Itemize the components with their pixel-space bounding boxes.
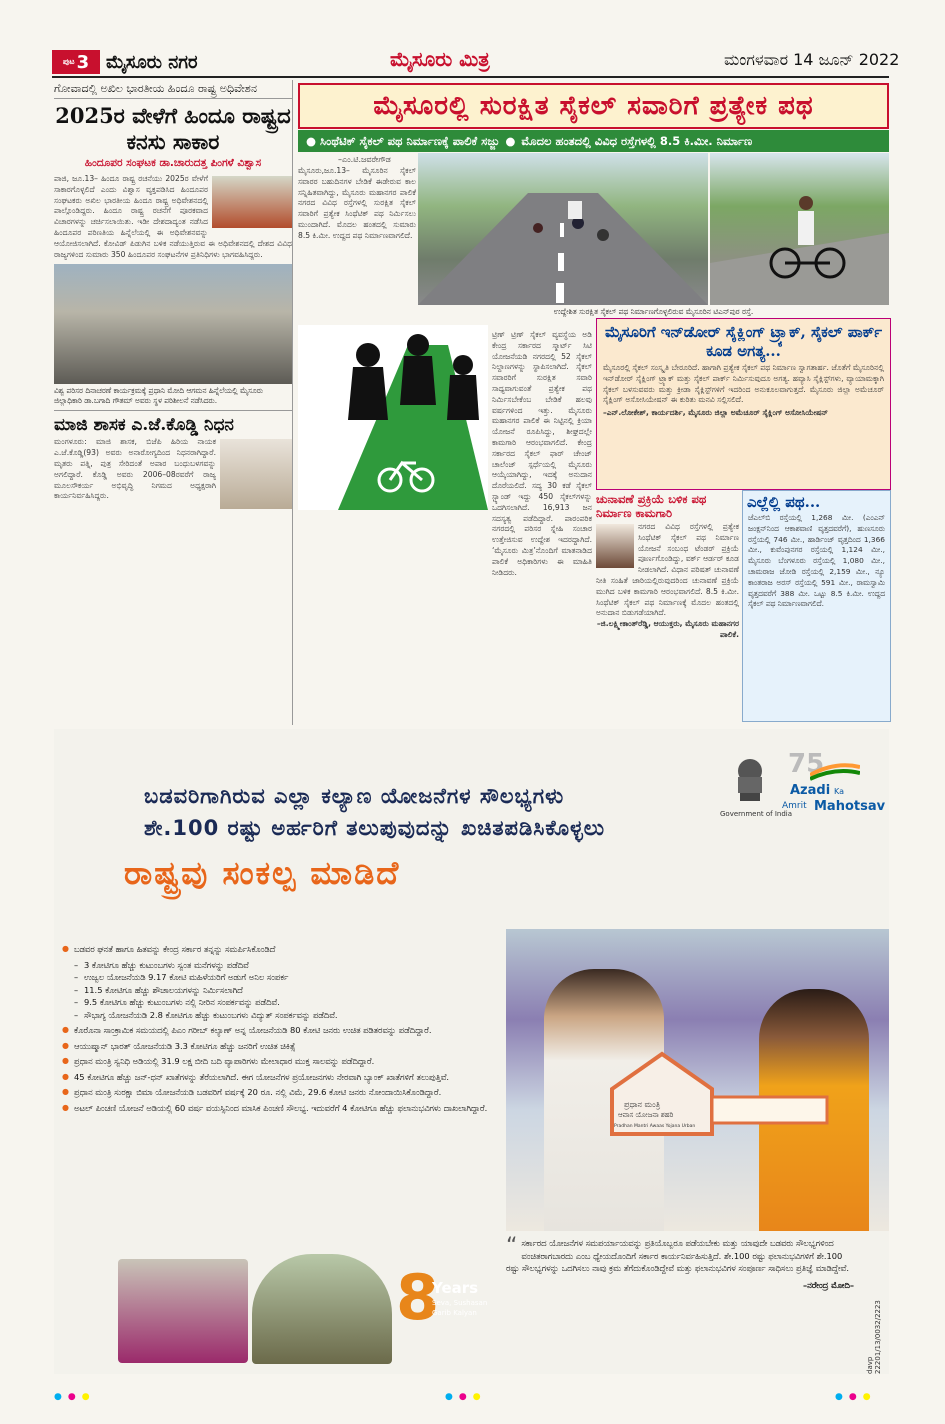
masthead-logo: ಮೈಸೂರು ಮಿತ್ರ bbox=[390, 47, 490, 71]
govt-of-india-label: Government of India bbox=[720, 810, 793, 818]
left-column bbox=[54, 80, 293, 725]
azadi-mahotsav: Mahotsav bbox=[814, 799, 886, 814]
davp-code: davp 22201/13/0032/2223 bbox=[866, 1300, 882, 1374]
list-item: ● ಅಟಲ್ ಪಿಂಚಣಿ ಯೋಜನೆ ಅಡಿಯಲ್ಲಿ 60 ವರ್ಷ ವಯಸ್ಸಿನಿಂದ ಮಾಸಿಕ ಪಿಂಚಣಿ ಸೌಲಭ್ಯ. ಇದುವರೆಗೆ 4 ಕೋಟಿಗೂ ಹೆಚ್ಚು ಫಲಾನುಭವಿಗಳು ದಾಖಲಾಗಿದ್ದಾರೆ. bbox=[62, 1102, 510, 1115]
lead-body-1: ಮೈಸೂರು,ಜೂ.13– ಮೈಸೂರಿನ ಸೈಕಲ್ ಸವಾರರ ಬಹುದಿನಗಳ ಬೇಡಿಕೆ ಈಡೇರುವ ಕಾಲ ಸನ್ನಿಹಿತವಾಗಿದ್ದು, ಮೈಸೂರು ಮಹಾನಗರ ಪಾಲಿಕೆ ನಗರದ ವಿವಿಧ ರಸ್ತೆಗಳಲ್ಲಿ ಸುರಕ್ಷಿತ ಸೈಕಲ್ ಸವಾರಿಗೆ ಪ್ರತ್ಯೇಕ ಸಿಂಥೆಟಿಕ್ ಪಥ ನಿರ್ಮಿಸಲು ಮುಂದಾಗಿದೆ. ಮೊದಲ ಹಂತದಲ್ಲಿ ಸುಮಾರು 8.5 ಕಿ.ಮೀ. ಉದ್ದದ ಪಥ ನಿರ್ಮಾಣವಾಗಲಿದೆ. bbox=[298, 166, 416, 240]
commissioner-photo bbox=[596, 524, 634, 568]
years-sub-1: Seva, Sushasan bbox=[432, 1299, 488, 1307]
azadi-logo bbox=[782, 749, 886, 819]
pm-handover-photo bbox=[506, 929, 889, 1231]
registration-marks-left: ●●● bbox=[54, 1392, 96, 1402]
cycle-lane-graphic bbox=[298, 325, 488, 510]
quote-mark-icon: “ bbox=[506, 1234, 518, 1259]
box-body: ಜೆಎಲ್‌ಬಿ ರಸ್ತೆಯಲ್ಲಿ 1,268 ಮೀ. (ಎಂಎನ್ ಜಂಕ್ಷನ್‌ನಿಂದ ಆಕಾಶವಾಣಿ ವೃತ್ತದವರೆಗೆ), ಹುಣಸೂರು ರಸ್ತೆಯಲ್ಲಿ 746 ಮೀ., ಹಾರ್ಡಿಂಜ್ ವೃತ್ತದಿಂದ 1,366 ಮೀ., ಕುವೆಂಪುನಗರ ರಸ್ತೆಯಲ್ಲಿ 1,124 ಮೀ., ಮೈಸೂರು ಬೆಂಗಳೂರು ರಸ್ತೆಯಲ್ಲಿ 1,080 ಮೀ., ಚಾಮರಾಜ ಜೋಡಿ ರಸ್ತೆಯಲ್ಲಿ 2,159 ಮೀ., ನ್ಯೂ ಕಾಂತರಾಜ ಅರಸ್ ರಸ್ತೆಯಲ್ಲಿ 591 ಮೀ., ರಾಮಸ್ವಾಮಿ ವೃತ್ತದವರೆಗೆ 388 ಮೀ. ಒಟ್ಟು 8.5 ಕಿ.ಮೀ. ಉದ್ದದ ಸೈಕಲ್ ಪಥ ನಿರ್ಮಾಣವಾಗಲಿದೆ. bbox=[748, 513, 885, 609]
house-key-icon bbox=[602, 1049, 832, 1139]
story-body: ಪಾಜಿ, ಜೂ.13– ಹಿಂದೂ ರಾಷ್ಟ್ರ ರಚನೆಯು 2025ರ ವೇಳೆಗೆ ಸಾಕಾರಗೊಳ್ಳಲಿದೆ ಎಂದು ವಿಶ್ವಾಸ ವ್ಯಕ್ತಪಡಿಸಿದ ಹಿಂದೂಪರ ಸಂಘಟಕರು ಅಖಿಲ ಭಾರತೀಯ ಹಿಂದೂ ರಾಷ್ಟ್ರ ಅಧಿವೇಶನದಲ್ಲಿ ಪಾಲ್ಗೊಂಡಿದ್ದರು. ಹಿಂದೂ ರಾಷ್ಟ್ರ ರಚನೆಗೆ ಪೂರಕವಾದ ವಿಚಾರಗಳನ್ನು ಚರ್ಚಿಸಲಾಯಿತು. ಇಡೀ ದೇಶದಾದ್ಯಂತ ನಡೆಸಿದ ಹಿಂದೂಪರ ಪರಿಣತಿಯ ಹಿನ್ನೆಲೆಯಲ್ಲಿ ಈ ಅಧಿವೇಶನವನ್ನು ಆಯೋಜಿಸಲಾಗಿದೆ. ಕೋವಿಡ್ ಪಿಡುಗಿನ ಬಳಿಕ ನಡೆಯುತ್ತಿರುವ ಈ ಅಧಿವೇಶನದಲ್ಲಿ ದೇಶದ ವಿವಿಧ ರಾಜ್ಯಗಳಿಂದ ಸುಮಾರು 350 ಹಿಂದೂಪರ ಸಂಘಟನೆಗಳ ಪ್ರತಿನಿಧಿಗಳು ಭಾಗವಹಿಸಿದ್ದರು. bbox=[54, 174, 292, 259]
quote-text: ಸರ್ಕಾರದ ಯೋಜನೆಗಳ ಸಮಪರ್ಯಾಯವನ್ನು ಪ್ರತಿಯೊಬ್ಬರೂ ಪಡೆಯಬೇಕು ಮತ್ತು ಯಾವುದೇ ಬಡವರು ಸೌಲಭ್ಯಗಳಿಂದ ವಂಚಿತರಾಗಬಾರದು ಎಂಬ ಧ್ಯೇಯದೊಂದಿಗೆ ಸರ್ಕಾರ ಕಾರ್ಯನಿರ್ವಹಿಸುತ್ತಿದೆ. ಶೇ.100 ರಷ್ಟು ಫಲಾನುಭವಿಗಳಿಗೆ ಶೇ.100 ರಷ್ಟು ಸೌಲಭ್ಯಗಳನ್ನು ಒದಗಿಸಲು ನಾವು ಕ್ರಮ ತೆಗೆದುಕೊಂಡಿದ್ದೇವೆ ಮತ್ತು ಫಲಾನುಭವಿಗಳ ಸಂಪೂರ್ಣ ಸಾಧಿಸಲು ಪ್ರತಿಜ್ಞೆ ಮಾಡಿದ್ದೇವೆ. bbox=[506, 1238, 849, 1273]
sidebar-box-election bbox=[596, 490, 739, 720]
inspection-photo bbox=[54, 264, 292, 384]
road-photo-cyclist bbox=[710, 153, 889, 305]
lead-subhead-1: ಸಿಂಥೆಟಿಕ್ ಸೈಕಲ್ ಪಥ ನಿರ್ಮಾಣಕ್ಕೆ ಪಾಲಿಕೆ ಸಜ್ಜು bbox=[320, 133, 500, 148]
list-subitem: – 9.5 ಕೋಟಿಗೂ ಹೆಚ್ಚು ಕುಟುಂಬಗಳು ನಲ್ಲಿ ನೀರಿನ ಸಂಪರ್ಕವನ್ನು ಪಡೆದಿವೆ. bbox=[62, 996, 510, 1009]
cyclist-svg bbox=[710, 153, 889, 305]
speaker-photo bbox=[212, 176, 292, 228]
divider bbox=[54, 410, 292, 411]
key-text-2: ಆವಾಸ ಯೋಜನಾ ಶಹರಿ bbox=[618, 1111, 674, 1119]
eight-years-logo bbox=[396, 1261, 492, 1349]
list-subitem: – ಸೌಭಾಗ್ಯ ಯೋಜನೆಯಡಿ 2.8 ಕೋಟಿಗೂ ಹೆಚ್ಚು ಕುಟುಂಬಗಳು ವಿದ್ಯುತ್ ಸಂಪರ್ಕವನ್ನು ಪಡೆದಿವೆ. bbox=[62, 1009, 510, 1022]
road-scene-svg bbox=[418, 153, 708, 305]
cyclists-icon bbox=[298, 325, 488, 510]
beneficiary-photo-2 bbox=[252, 1254, 392, 1364]
ad-line-1: ಬಡವರಿಗಾಗಿರುವ ಎಲ್ಲಾ ಕಲ್ಯಾಣ ಯೋಜನೆಗಳ ಸೌಲಭ್ಯಗಳು bbox=[144, 784, 565, 808]
ad-headline: ರಾಷ್ಟ್ರವು ಸಂಕಲ್ಪ ಮಾಡಿದೆ bbox=[124, 854, 401, 892]
page-number-badge bbox=[52, 50, 100, 74]
issue-date: ಮಂಗಳವಾರ 14 ಜೂನ್ 2022 bbox=[724, 50, 900, 69]
lead-body-2: ಟ್ರಿಣ್ ಟ್ರಿಣ್ ಸೈಕಲ್ ವ್ಯವಸ್ಥೆಯ ಅಡಿ ಕೇಂದ್ರ ಸರ್ಕಾರದ ಸ್ಮಾರ್ಟ್ ಸಿಟಿ ಯೋಜನೆಯಡಿ ನಗರದಲ್ಲಿ 52 ಸೈಕಲ್ ನಿಲ್ದಾಣಗಳನ್ನು ಸ್ಥಾಪಿಸಲಾಗಿದೆ. ಸೈಕಲ್ ಸವಾರರಿಗೆ ಸುರಕ್ಷಿತ ಸವಾರಿ ಸಾಧ್ಯವಾಗುವಂತೆ ಪ್ರತ್ಯೇಕ ಪಥ ನಿರ್ಮಿಸಬೇಕೆಂಬ ಬೇಡಿಕೆ ಹಲವು ವರ್ಷಗಳಿಂದ ಇತ್ತು. ಮೈಸೂರು ಮಹಾನಗರ ಪಾಲಿಕೆ ಈ ನಿಟ್ಟಿನಲ್ಲಿ ಕ್ರಿಯಾ ಯೋಜನೆ ರೂಪಿಸಿದ್ದು, ಶೀಘ್ರದಲ್ಲೇ ಕಾಮಗಾರಿ ಆರಂಭವಾಗಲಿದೆ. ಕೇಂದ್ರ ಸರ್ಕಾರದ ಸೈಕಲ್ ಫಾರ್ ಚೇಂಜ್ ಚಾಲೆಂಜ್ ಸ್ಪರ್ಧೆಯಲ್ಲಿ ಮೈಸೂರು ಆಯ್ಕೆಯಾಗಿದ್ದು, ಇದಕ್ಕೆ ಅನುದಾನ ದೊರೆಯಲಿದೆ. ಸದ್ಯ 30 ಕಡೆ ಸೈಕಲ್ ಸ್ಟ್ಯಾಂಡ್ ಇದ್ದು 450 ಸೈಕಲ್‌ಗಳನ್ನು ಒದಗಿಸಲಾಗಿದೆ. 16,913 ಜನ ಸದಸ್ಯತ್ವ ಪಡೆದಿದ್ದಾರೆ. ಪಾರಂಪರಿಕ ನಗರದಲ್ಲಿ ಪರಿಸರ ಸ್ನೇಹಿ ಸಂಚಾರ ಉತ್ತೇಜಿಸುವ ಉದ್ದೇಶ ಇದರದ್ದಾಗಿದೆ. ‘ಮೈಸೂರು ಮಿತ್ರ’ನೊಂದಿಗೆ ಮಾತನಾಡಿದ ಪಾಲಿಕೆ ಅಧಿಕಾರಿಗಳು ಈ ಮಾಹಿತಿ ನೀಡಿದರು. bbox=[492, 330, 592, 577]
page-number: 3 bbox=[76, 51, 90, 73]
govt-advertisement bbox=[54, 729, 889, 1374]
azadi-amrit: Amrit bbox=[782, 801, 807, 811]
years-sub-2: Garib Kalyan bbox=[432, 1309, 477, 1317]
registration-marks-right: ●●● bbox=[835, 1392, 877, 1402]
lead-subhead-2: ಮೊದಲ ಹಂತದಲ್ಲಿ ವಿವಿಧ ರಸ್ತೆಗಳಲ್ಲಿ 8.5 ಕಿ.ಮೀ. ನಿರ್ಮಾಣ bbox=[521, 133, 753, 148]
obituary-photo bbox=[220, 439, 292, 509]
box-body: ನಗರದ ವಿವಿಧ ರಸ್ತೆಗಳಲ್ಲಿ ಪ್ರತ್ಯೇಕ ಸಿಂಥೆಟಿಕ್ ಸೈಕಲ್ ಪಥ ನಿರ್ಮಾಣ ಯೋಜನೆ ಸಂಬಂಧ ಟೆಂಡರ್ ಪ್ರಕ್ರಿಯೆ ಪೂರ್ಣಗೊಂಡಿದ್ದು, ವರ್ಕ್ ಆರ್ಡರ್ ಕೂಡ ನೀಡಲಾಗಿದೆ. ವಿಧಾನ ಪರಿಷತ್ ಚುನಾವಣೆ ನೀತಿ ಸಂಹಿತೆ ಜಾರಿಯಲ್ಲಿರುವುದರಿಂದ ಚುನಾವಣೆ ಪ್ರಕ್ರಿಯೆ ಮುಗಿದ ಬಳಿಕ ಕಾಮಗಾರಿ ಆರಂಭವಾಗಲಿದೆ. 8.5 ಕಿ.ಮೀ. ಸಿಂಥೆಟಿಕ್ ಸೈಕಲ್ ಪಥ ನಿರ್ಮಾಣಕ್ಕೆ ಮೊದಲ ಹಂತದಲ್ಲಿ ಅನುದಾನ ಬಿಡುಗಡೆಯಾಗಿದೆ. bbox=[596, 522, 739, 618]
box-author: –ಜಿ.ಲಕ್ಷ್ಮೀಕಾಂತ್‌ರೆಡ್ಡಿ, ಆಯುಕ್ತರು, ಮೈಸೂರು ಮಹಾನಗರ ಪಾಲಿಕೆ. bbox=[596, 619, 739, 639]
box-title: ಎಲ್ಲೆಲ್ಲಿ ಪಥ... bbox=[747, 493, 821, 511]
lead-photo-caption: ಉದ್ದೇಶಿತ ಸುರಕ್ಷಿತ ಸೈಕಲ್ ಪಥ ನಿರ್ಮಾಣಗೊಳ್ಳಲಿರುವ ಮೈಸೂರಿನ ಟಿಎನ್‌ಪುರ ರಸ್ತೆ. bbox=[553, 307, 754, 316]
lead-subheads bbox=[298, 130, 889, 152]
azadi-ka: Ka bbox=[834, 787, 845, 796]
photo-caption: ವಿಶ್ವ ಪರಿಸರ ದಿನಾಚರಣೆ ಕಾರ್ಯಕ್ರಮಕ್ಕೆ ಪ್ರಧಾನಿ ಮೋದಿ ಆಗಮನ ಹಿನ್ನೆಲೆಯಲ್ಲಿ ಮೈಸೂರು ಜಿಲ್ಲಾಧಿಕಾರಿ ಡಾ.ಬಗಾದಿ ಗೌತಮ್ ಅವರು ಸ್ಥಳ ಪರಿಶೀಲನೆ ನಡೆಸಿದರು. bbox=[54, 386, 263, 406]
page-prefix: ಪುಟ bbox=[62, 57, 75, 66]
list-item: ● ಬಡವರ ಘನತೆ ಹಾಗೂ ಹಿತವನ್ನು ಕೇಂದ್ರ ಸರ್ಕಾರ ತನ್ನನ್ನು ಸಮರ್ಪಿಸಿಕೊಂಡಿದೆ bbox=[62, 943, 510, 956]
box-author: –ಎನ್.ಲೋಕೇಶ್, ಕಾರ್ಯದರ್ಶಿ, ಮೈಸೂರು ಜಿಲ್ಲಾ ಅಮೆಚೂರ್ ಸೈಕ್ಲಿಂಗ್ ಅಸೋಸಿಯೇಷನ್ bbox=[603, 408, 828, 418]
list-item: ● ಪ್ರಧಾನ ಮಂತ್ರಿ ಸುರಕ್ಷಾ ಬಿಮಾ ಯೋಜನೆಯಡಿ ಬಡವರಿಗೆ ವರ್ಷಕ್ಕೆ 20 ರೂ. ನಲ್ಲಿ ವಿಮೆ, 29.6 ಕೋಟಿ ಜನರು ನೋಂದಾಯಿಸಿಕೊಂಡಿದ್ದಾರೆ. bbox=[62, 1086, 510, 1099]
scheme-bullet-list bbox=[62, 943, 510, 1117]
list-subitem: – 11.5 ಕೋಟಿಗೂ ಹೆಚ್ಚು ಶೌಚಾಲಯಗಳನ್ನು ನಿರ್ಮಿಸಲಾಗಿದೆ bbox=[62, 984, 510, 997]
key-text-1: ಪ್ರಧಾನ ಮಂತ್ರಿ bbox=[624, 1100, 661, 1109]
azadi-word: Azadi bbox=[790, 783, 831, 798]
lead-byline: –ಎಂ.ಟಿ.ಜವರೇಗೌಡ bbox=[338, 155, 391, 164]
story-subhead: ಹಿಂದೂಪರ ಸಂಘಟಕ ಡಾ.ಚಾರುದತ್ತ ಪಿಂಗಳೆ ವಿಶ್ವಾಸ bbox=[84, 157, 262, 169]
ad-line-2: ಶೇ.100 ರಷ್ಟು ಅರ್ಹರಿಗೆ ತಲುಪುವುದನ್ನು ಖಚಿತಪಡಿಸಿಕೊಳ್ಳಲು bbox=[144, 816, 606, 840]
bullet-icon: ● bbox=[306, 134, 321, 148]
list-item: ● ಪ್ರಧಾನ ಮಂತ್ರಿ ಸ್ವನಿಧಿ ಅಡಿಯಲ್ಲಿ 31.9 ಲಕ್ಷ ಬೀದಿ ಬದಿ ವ್ಯಾಪಾರಿಗಳು ಮೇಲಾಧಾರ ಮುಕ್ತ ಸಾಲವನ್ನು ಪಡೆದಿದ್ದಾರೆ. bbox=[62, 1055, 510, 1068]
sidebar-box-cycle-track bbox=[596, 318, 891, 490]
lead-banner bbox=[298, 83, 889, 129]
list-item: ● ಆಯುಷ್ಮಾನ್ ಭಾರತ್ ಯೋಜನೆಯಡಿ 3.3 ಕೋಟಿಗೂ ಹೆಚ್ಚು ಜನರಿಗೆ ಉಚಿತ ಚಿಕಿತ್ಸೆ bbox=[62, 1040, 510, 1053]
beneficiary-photo-1 bbox=[118, 1259, 248, 1363]
azadi-number: 75 bbox=[788, 749, 825, 779]
box-title: ಮೈಸೂರಿಗೆ ಇನ್‌ಡೋರ್ ಸೈಕ್ಲಿಂಗ್ ಟ್ರ್ಯಾಕ್, ಸೈಕಲ್ ಪಾರ್ಕ್ ಕೂಡ ಅಗತ್ಯ... bbox=[604, 323, 883, 360]
pm-quote bbox=[506, 1234, 854, 1291]
road-photo-traffic bbox=[418, 153, 708, 305]
flag-swoosh-icon bbox=[810, 761, 860, 781]
story-headline: 2025ರ ವೇಳೆಗೆ ಹಿಂದೂ ರಾಷ್ಟ್ರದ ಕನಸು ಸಾಕಾರ bbox=[55, 103, 291, 154]
bullet-icon: ● bbox=[505, 134, 516, 148]
key-text-3: Pradhan Mantri Awaas Yojana Urban bbox=[614, 1124, 696, 1129]
registration-marks-center: ●●● bbox=[445, 1392, 487, 1402]
years-word: Years bbox=[432, 1279, 479, 1297]
quote-author: –ನರೇಂದ್ರ ಮೋದಿ– bbox=[802, 1279, 854, 1290]
header-rule bbox=[52, 76, 889, 78]
obituary-body: ಮಂಗಳೂರು: ಮಾಜಿ ಶಾಸಕ, ಬಿಜೆಪಿ ಹಿರಿಯ ನಾಯಕ ಎ.ಜೆ.ಕೊಡ್ಡಿ(93) ಅವರು ಅನಾರೋಗ್ಯದಿಂದ ನಿಧನರಾಗಿದ್ದಾರೆ. ಮೃತರು ಪತ್ನಿ, ಪುತ್ರ ಸೇರಿದಂತೆ ಅಪಾರ ಬಂಧುಬಳಗವನ್ನು ಅಗಲಿದ್ದಾರೆ. ಕೊಡ್ಡಿ ಅವರು 2006–08ರವರೆಗೆ ರಾಜ್ಯ ಮೂಲಸೌಕರ್ಯ ಅಭಿವೃದ್ಧಿ ನಿಗಮದ ಅಧ್ಯಕ್ಷರಾಗಿ ಕಾರ್ಯನಿರ್ವಹಿಸಿದ್ದರು. bbox=[54, 437, 216, 501]
national-emblem-icon bbox=[726, 749, 774, 809]
box-title: ಚುನಾವಣೆ ಪ್ರಕ್ರಿಯೆ ಬಳಿಕ ಪಥ ನಿರ್ಮಾಣ ಕಾಮಗಾರಿ bbox=[596, 492, 707, 520]
sidebar-box-locations bbox=[742, 490, 891, 722]
section-title: ಮೈಸೂರು ನಗರ bbox=[106, 52, 198, 73]
box-body: ಮೈಸೂರಲ್ಲಿ ಸೈಕಲ್ ಸಂಸ್ಕೃತಿ ಬೇರೂರಿದೆ. ಹಾಗಾಗಿ ಪ್ರತ್ಯೇಕ ಸೈಕಲ್ ಪಥ ನಿರ್ಮಾಣ ಸ್ವಾಗತಾರ್ಹ. ಜೊತೆಗೆ ಮೈಸೂರಿನಲ್ಲಿ ಇನ್‌ಡೋರ್ ಸೈಕ್ಲಿಂಗ್ ಟ್ರ್ಯಾಕ್ ಮತ್ತು ಸೈಕಲ್ ಪಾರ್ಕ್ ನಿರ್ಮಿಸುವುದೂ ಅಗತ್ಯ. ಹವ್ಯಾಸಿ ಸೈಕ್ಲಿಸ್ಟ್‌ಗಳು, ವ್ಯಾಯಾಮಕ್ಕಾಗಿ ಸೈಕಲ್ ಬಳಸುವವರು ಮತ್ತು ಕ್ರೀಡಾ ಸೈಕ್ಲಿಸ್ಟ್‌ಗಳಿಗೆ ಇದರಿಂದ ಅನುಕೂಲವಾಗುತ್ತದೆ. ಮೈಸೂರು ಜಿಲ್ಲಾ ಅಮೆಚೂರ್ ಸೈಕ್ಲಿಂಗ್ ಅಸೋಸಿಯೇಷನ್ ಈ ಕುರಿತು ಮನವಿ ಸಲ್ಲಿಸಲಿದೆ. bbox=[603, 363, 884, 405]
list-item: ● ಕೊರೊನಾ ಸಾಂಕ್ರಾಮಿಕ ಸಮಯದಲ್ಲಿ ಪಿಎಂ ಗರೀಬ್ ಕಲ್ಯಾಣ್ ಅನ್ನ ಯೋಜನೆಯಡಿ 80 ಕೋಟಿ ಜನರು ಉಚಿತ ಪಡಿತರವನ್ನು ಪಡೆದಿದ್ದಾರೆ. bbox=[62, 1024, 510, 1037]
obituary-title: ಮಾಜಿ ಶಾಸಕ ಎ.ಜೆ.ಕೊಡ್ಡಿ ನಿಧನ bbox=[54, 415, 234, 436]
page-header bbox=[0, 0, 945, 78]
list-subitem: – 3 ಕೋಟಿಗೂ ಹೆಚ್ಚು ಕುಟುಂಬಗಳು ಸ್ವಂತ ಮನೆಗಳನ್ನು ಪಡೆದಿವೆ bbox=[62, 959, 510, 972]
lead-headline: ಮೈಸೂರಲ್ಲಿ ಸುರಕ್ಷಿತ ಸೈಕಲ್ ಸವಾರಿಗೆ ಪ್ರತ್ಯೇಕ ಪಥ bbox=[373, 90, 814, 121]
story-kicker: ಗೋವಾದಲ್ಲಿ ಅಖಿಲ ಭಾರತೀಯ ಹಿಂದೂ ರಾಷ್ಟ್ರ ಅಧಿವೇಶನ bbox=[54, 80, 292, 99]
list-subitem: – ಉಜ್ವಲ ಯೋಜನೆಯಡಿ 9.17 ಕೋಟಿ ಮಹಿಳೆಯರಿಗೆ ಅಡುಗೆ ಅನಿಲ ಸಂಪರ್ಕ bbox=[62, 971, 510, 984]
list-item: ● 45 ಕೋಟಿಗೂ ಹೆಚ್ಚು ಜನ್-ಧನ್ ಖಾತೆಗಳನ್ನು ತೆರೆಯಲಾಗಿದೆ. ಈಗ ಯೋಜನೆಗಳ ಪ್ರಯೋಜನಗಳು ನೇರವಾಗಿ ಬ್ಯಾಂಕ್ ಖಾತೆಗಳಿಗೆ ತಲುಪುತ್ತಿವೆ. bbox=[62, 1071, 510, 1084]
years-number: 8 bbox=[396, 1261, 440, 1334]
